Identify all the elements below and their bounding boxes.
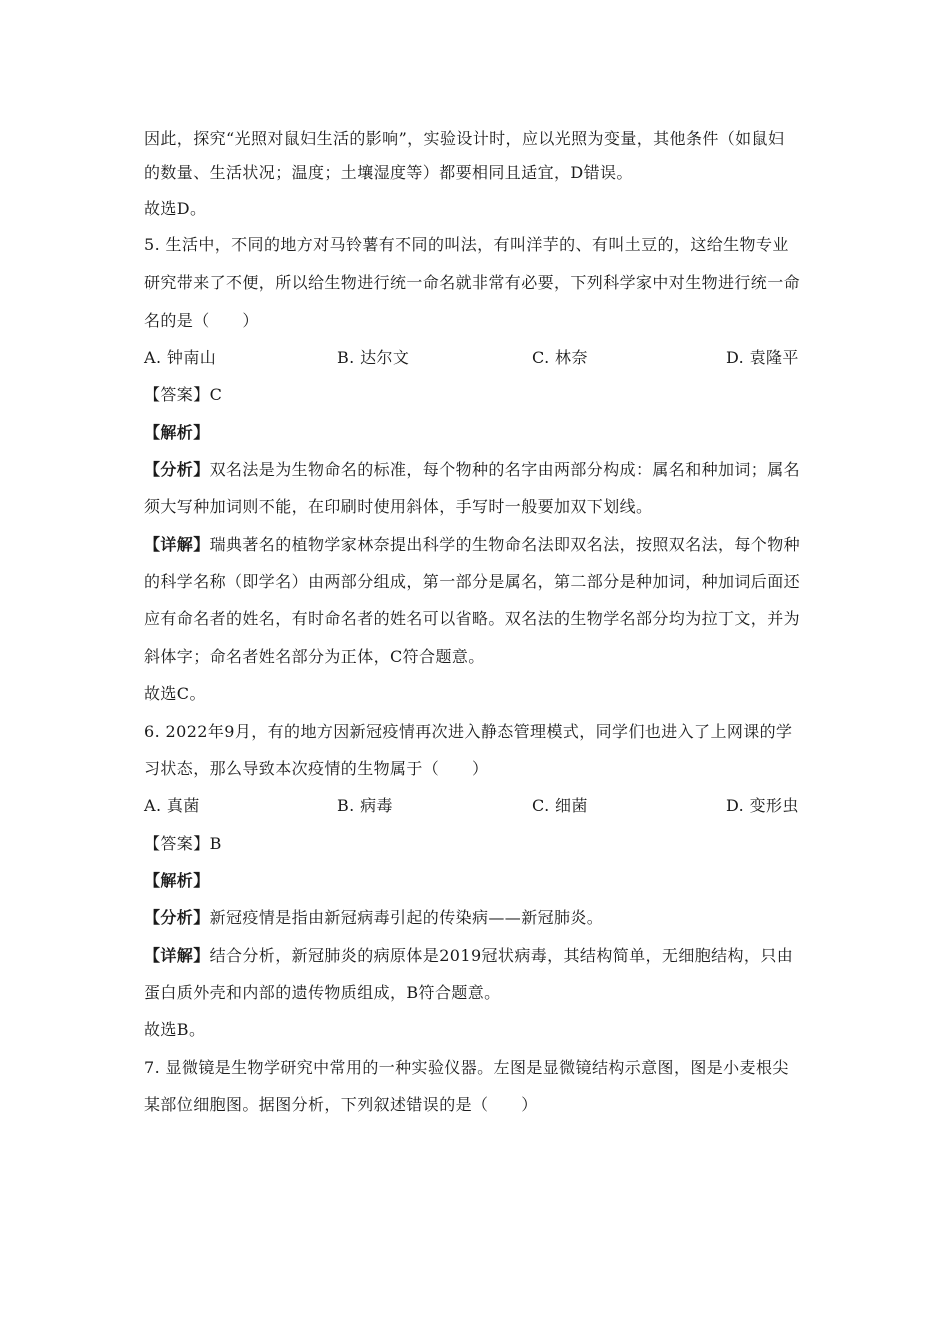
q5-stem-line-1: 5. 生活中，不同的地方对马铃薯有不同的叫法，有叫洋芋的、有叫土豆的，这给生物专业 bbox=[144, 235, 789, 254]
q5-answer-value: C bbox=[209, 385, 223, 404]
q5-option-a: A. 钟南山 bbox=[144, 348, 217, 367]
q6-answer-line bbox=[144, 833, 814, 855]
q5-stem-line-3: 名的是（ ） bbox=[144, 311, 259, 330]
q5-analysis-line-2: 须大写种加词则不能，在印刷时使用斜体，手写时一般要加双下划线。 bbox=[144, 497, 653, 516]
q6-answer-tag: 【答案】 bbox=[144, 834, 210, 853]
q6-stem-line-1: 6. 2022年9月，有的地方因新冠疫情再次进入静态管理模式，同学们也进入了上网课的学 bbox=[144, 722, 793, 741]
q5-detail-line-4: 斜体字；命名者姓名部分为正体，C符合题意。 bbox=[144, 647, 485, 666]
q7-stem-line-1: 7. 显微镜是生物学研究中常用的一种实验仪器。左图是显微镜结构示意图，图是小麦根尖 bbox=[144, 1058, 789, 1077]
q5-detail-line-3: 应有命名者的姓名，有时命名者的姓名可以省略。双名法的生物学名部分均为拉丁文，并为 bbox=[144, 609, 801, 628]
q6-analysis-heading: 【解析】 bbox=[144, 871, 210, 890]
q4-explanation-line-1: 因此，探究“光照对鼠妇生活的影响”，实验设计时，应以光照为变量，其他条件（如鼠妇 bbox=[144, 129, 785, 148]
q6-stem-line-2: 习状态，那么导致本次疫情的生物属于（ ） bbox=[144, 759, 489, 778]
q6-detail-line-2: 蛋白质外壳和内部的遗传物质组成，B符合题意。 bbox=[144, 983, 501, 1002]
q5-analysis-heading: 【解析】 bbox=[144, 423, 210, 442]
q6-answer-value: B bbox=[209, 834, 222, 853]
q7-stem-line-2: 某部位细胞图。据图分析，下列叙述错误的是（ ） bbox=[144, 1095, 538, 1114]
q6-option-a: A. 真菌 bbox=[144, 796, 200, 815]
q5-conclusion: 故选C。 bbox=[144, 684, 206, 703]
q5-detail-line-2: 的科学名称（即学名）由两部分组成，第一部分是属名，第二部分是种加词，种加词后面还 bbox=[144, 572, 801, 591]
q5-analysis-tag: 【分析】 bbox=[144, 460, 210, 479]
q5-detail-text-1: 瑞典著名的植物学家林奈提出科学的生物命名法即双名法，按照双名法，每个物种 bbox=[209, 535, 801, 554]
q5-option-c: C. 林奈 bbox=[532, 348, 588, 367]
q6-detail-text-1: 结合分析，新冠肺炎的病原体是2019冠状病毒，其结构简单，无细胞结构，只由 bbox=[209, 946, 794, 965]
q5-analysis-line-1 bbox=[144, 459, 814, 481]
q5-detail-line-1 bbox=[144, 534, 814, 556]
q6-option-d: D. 变形虫 bbox=[726, 796, 799, 815]
q6-option-c: C. 细菌 bbox=[532, 796, 588, 815]
q4-explanation-line-2: 的数量、生活状况；温度；土壤湿度等）都要相同且适宜，D错误。 bbox=[144, 163, 633, 182]
q5-detail-tag: 【详解】 bbox=[144, 535, 210, 554]
q6-analysis-text-1: 新冠疫情是指由新冠病毒引起的传染病——新冠肺炎。 bbox=[209, 908, 604, 927]
q6-analysis-tag: 【分析】 bbox=[144, 908, 210, 927]
q5-answer-tag: 【答案】 bbox=[144, 385, 210, 404]
q6-detail-tag: 【详解】 bbox=[144, 946, 210, 965]
q6-detail-line-1 bbox=[144, 945, 814, 967]
q5-analysis-text-1: 双名法是为生物命名的标准，每个物种的名字由两部分构成：属名和种加词；属名 bbox=[209, 460, 801, 479]
q5-option-d: D. 袁隆平 bbox=[726, 348, 799, 367]
q4-conclusion: 故选D。 bbox=[144, 199, 207, 218]
q5-stem-line-2: 研究带来了不便，所以给生物进行统一命名就非常有必要，下列科学家中对生物进行统一命 bbox=[144, 273, 801, 292]
q6-conclusion: 故选B。 bbox=[144, 1020, 206, 1039]
q5-answer-line bbox=[144, 384, 814, 406]
q5-option-b: B. 达尔文 bbox=[337, 348, 410, 367]
q6-option-b: B. 病毒 bbox=[337, 796, 393, 815]
q6-analysis-line-1 bbox=[144, 907, 814, 929]
